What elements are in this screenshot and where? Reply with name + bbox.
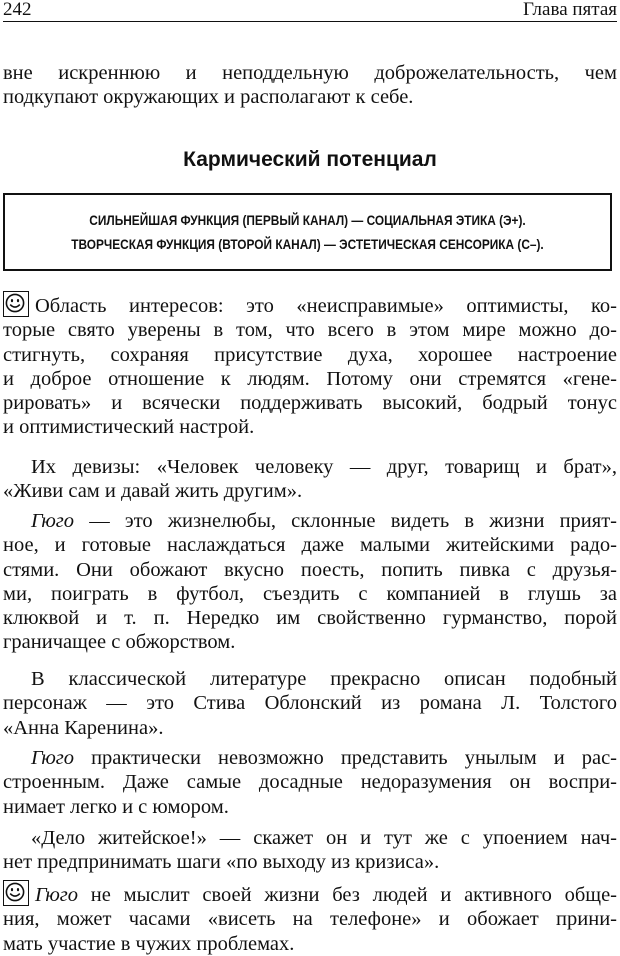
text-line: стями. Они обожают вкусно поесть, попить пивка с друзья- bbox=[3, 558, 617, 581]
interests-paragraph bbox=[3, 291, 617, 440]
text-line: стигнуть, сохраняя присутствие духа, хорошее настроение bbox=[3, 343, 617, 366]
quote-paragraph bbox=[3, 826, 617, 875]
smiley-face-icon bbox=[3, 291, 29, 317]
strongest-function-line: СИЛЬНЕЙШАЯ ФУНКЦИЯ (ПЕРВЫЙ КАНАЛ) — СОЦИАЛЬНАЯ ЭТИКА (Э+). bbox=[89, 213, 526, 228]
lifestyle-paragraph bbox=[3, 509, 617, 655]
smiley-face-icon bbox=[3, 880, 29, 906]
text-line: персонаж — это Стива Облонский из романа Л. Толстого bbox=[3, 692, 617, 715]
text-line: нимает легко и с юмором. bbox=[3, 795, 229, 818]
text-line: «Дело житейское!» — скажет он и тут же с упоением нач- bbox=[31, 827, 617, 849]
running-head bbox=[3, 0, 617, 20]
type-name: Гюго bbox=[31, 510, 75, 532]
text-line: ное, и готовые наслаждаться даже малыми житейскими радо- bbox=[3, 534, 617, 557]
type-name: Гюго bbox=[35, 884, 79, 906]
humor-paragraph bbox=[3, 746, 617, 819]
text-line: клюквой и т. п. Нередко им свойственно гурманство, порой bbox=[3, 607, 617, 630]
text-line: рировать» и всячески поддерживать высокий, бодрый тонус bbox=[3, 392, 617, 415]
text-line: В классической литературе прекрасно описан подобный bbox=[31, 668, 617, 690]
text-line: Гюго практически невозможно представить унылым и рас- bbox=[31, 747, 617, 769]
text-line: подкупают окружающих и располагают к себе. bbox=[3, 86, 414, 109]
function-box bbox=[3, 193, 612, 271]
communication-paragraph bbox=[3, 880, 617, 956]
chapter-title: Глава пятая bbox=[523, 0, 617, 20]
type-name: Гюго bbox=[31, 747, 75, 769]
text-line: и доброе отношение к людям. Потому они стремятся «гене- bbox=[3, 367, 617, 390]
text-line: Область интересов: это «неисправимые» оптимисты, ко- bbox=[3, 291, 617, 318]
text-line: Гюго не мыслит своей жизни без людей и активного обще- bbox=[3, 880, 617, 907]
header-rule bbox=[3, 21, 617, 22]
text-line: торые свято уверены в том, что всего в этом мире можно до- bbox=[3, 319, 617, 342]
text-line: вне искреннюю и неподдельную доброжелательность, чем bbox=[3, 62, 617, 84]
text-line: Гюго — это жизнелюбы, склонные видеть в жизни прият- bbox=[31, 510, 617, 532]
text-line: ми, поиграть в футбол, съездить с компанией в глушь за bbox=[3, 582, 617, 605]
text-line: Их девизы: «Человек человеку — друг, товарищ и брат», bbox=[31, 456, 617, 478]
intro-paragraph bbox=[3, 61, 617, 110]
page-number: 242 bbox=[3, 0, 32, 20]
literature-paragraph bbox=[3, 667, 617, 740]
mottos-paragraph bbox=[3, 455, 617, 504]
section-title: Кармический потенциал bbox=[183, 148, 437, 171]
text-line: мать участие в чужих проблемах. bbox=[3, 932, 295, 955]
text-line: нет предпринимать шаги «по выходу из кризиса». bbox=[3, 851, 440, 874]
text-line: «Анна Каренина». bbox=[3, 716, 164, 739]
creative-function-line: ТВОРЧЕСКАЯ ФУНКЦИЯ (ВТОРОЙ КАНАЛ) — ЭСТЕТИЧЕСКАЯ СЕНСОРИКА (С–). bbox=[71, 237, 544, 252]
text-line: «Живи сам и давай жить другим». bbox=[3, 480, 303, 503]
text-line: граничащее с обжорством. bbox=[3, 631, 236, 654]
text-line: ния, может часами «висеть на телефоне» и обожает прини- bbox=[3, 908, 617, 931]
text-line: и оптимистический настрой. bbox=[3, 416, 255, 439]
text-line: строенным. Даже самые досадные недоразумения он воспри- bbox=[3, 771, 617, 794]
